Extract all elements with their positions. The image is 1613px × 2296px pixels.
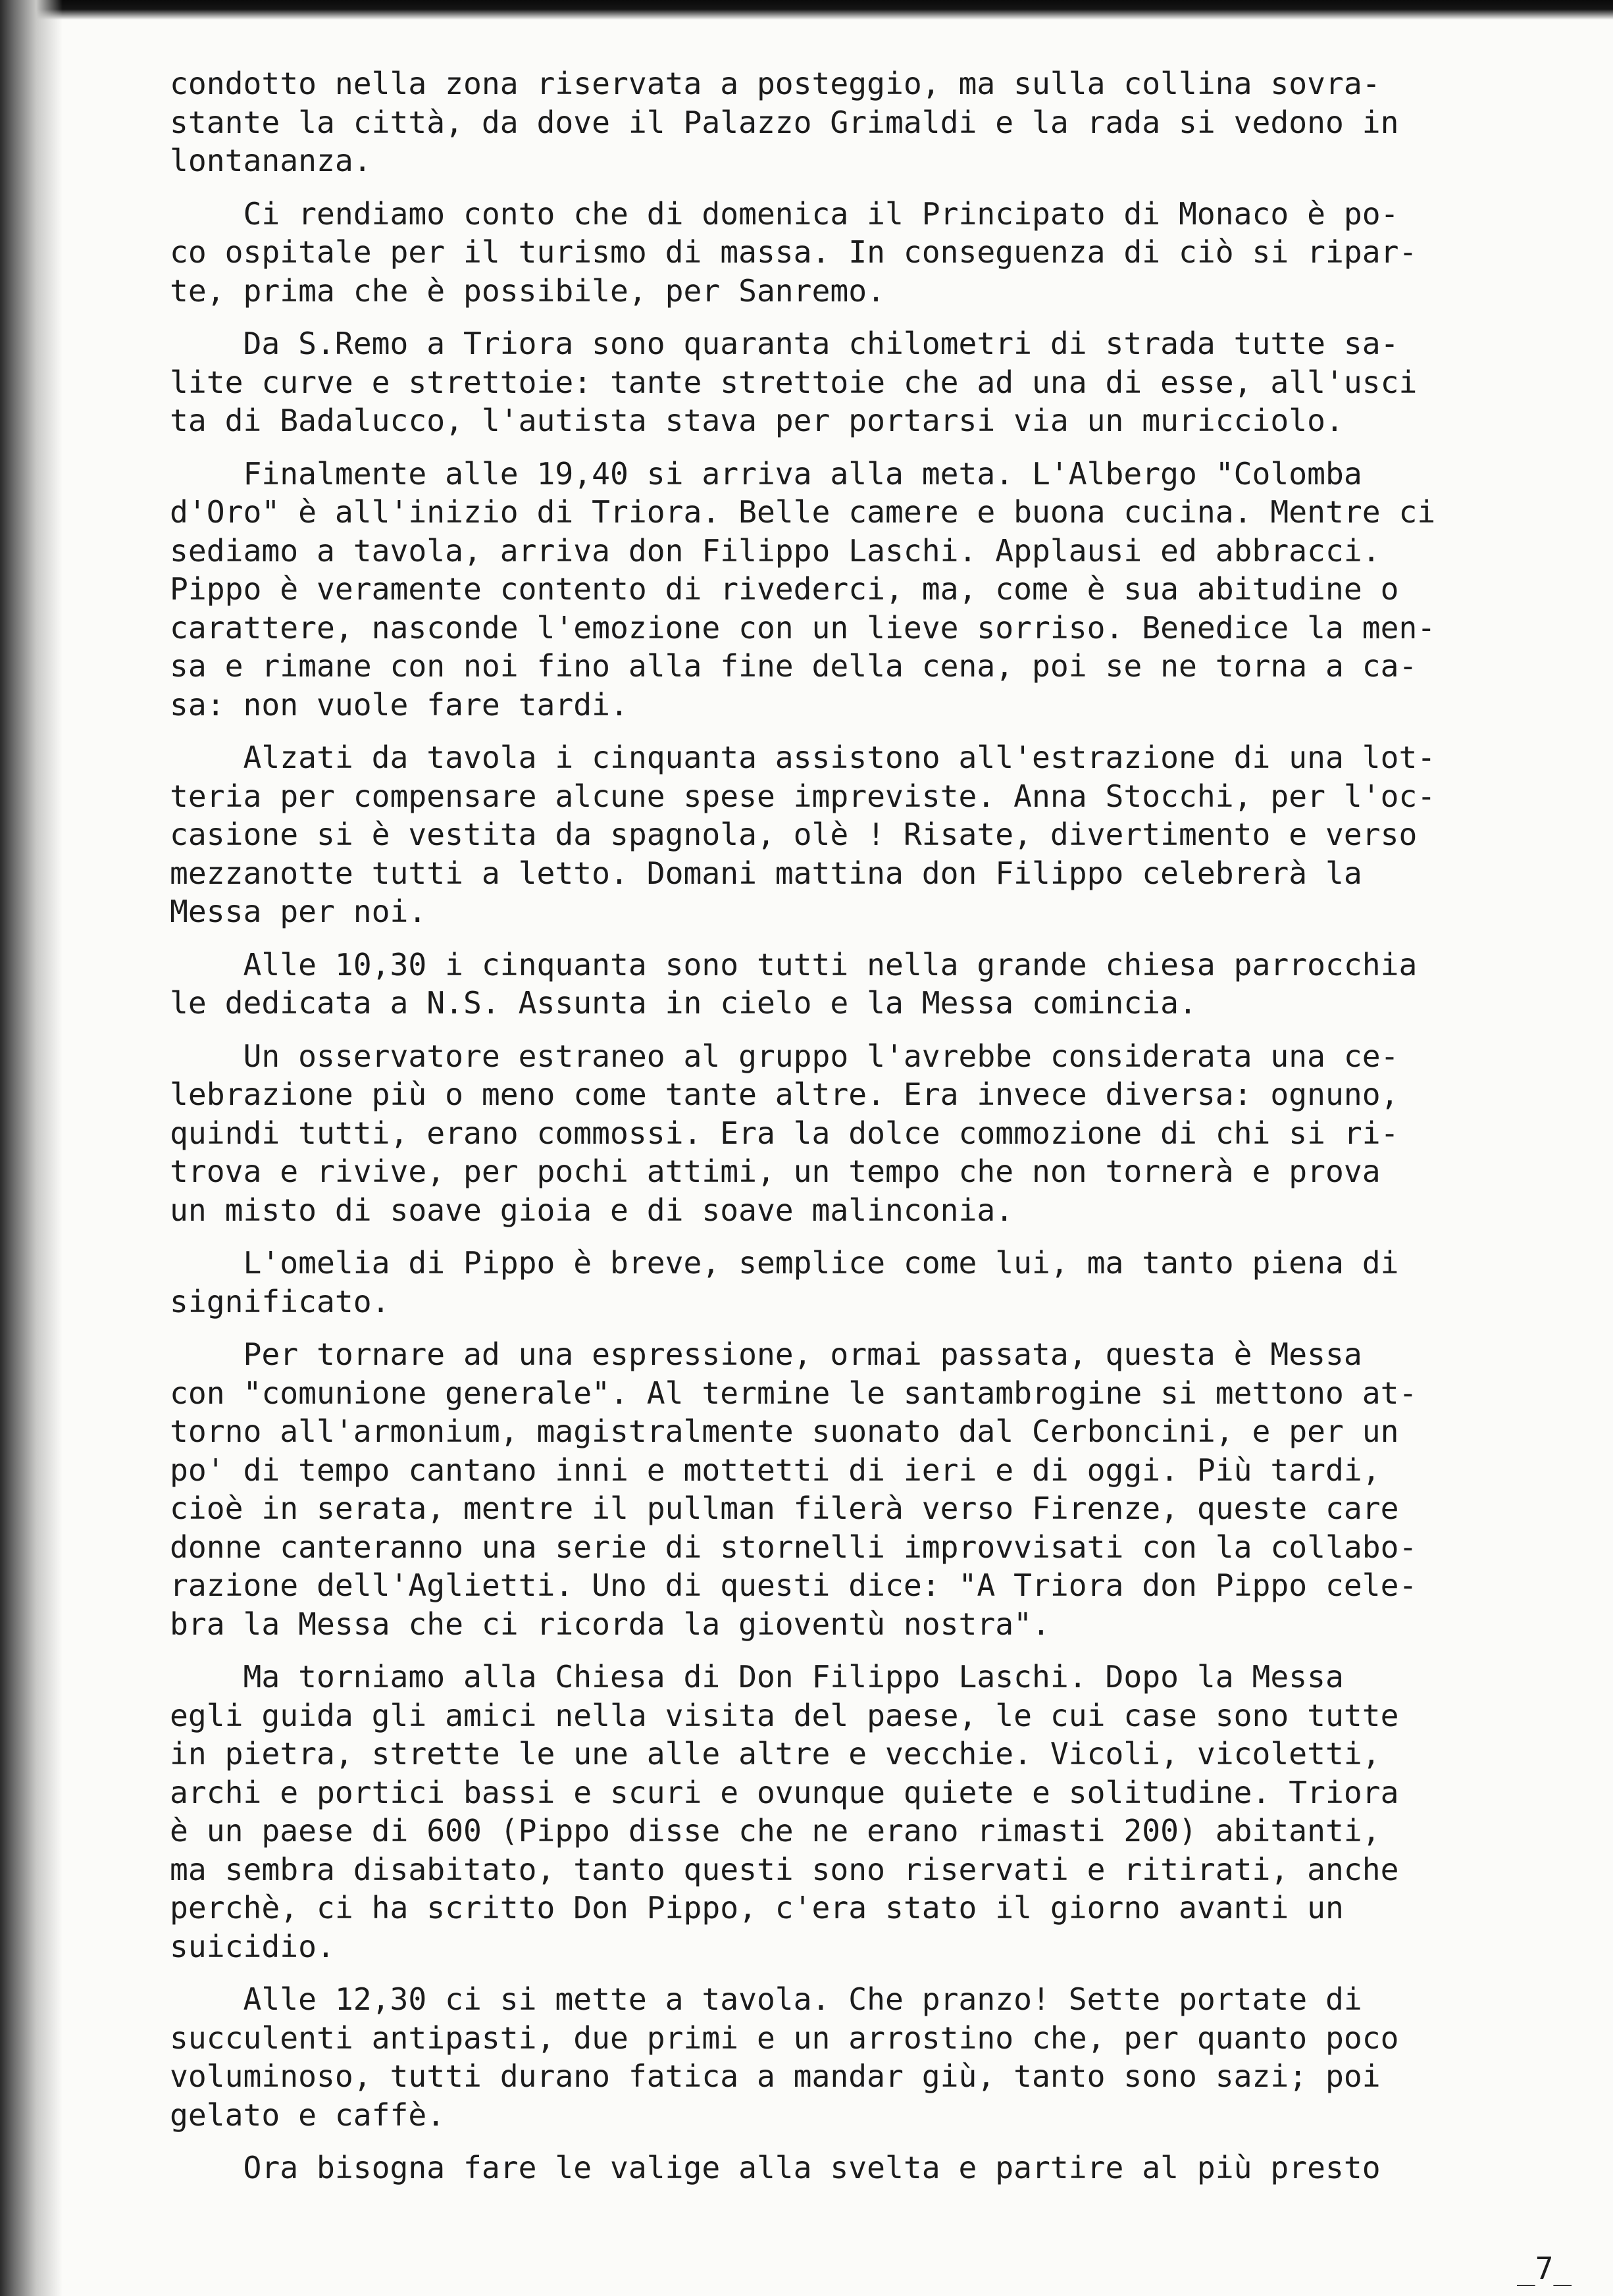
text-line: succulenti antipasti, due primi e un arrostino che, per quanto poco	[170, 2020, 1399, 2056]
text-line: d'Oro" è all'inizio di Triora. Belle camere e buona cucina. Mentre ci	[170, 494, 1436, 530]
text-line: Ora bisogna fare le valige alla svelta e partire al più presto	[170, 2150, 1381, 2185]
text-line: co ospitale per il turismo di massa. In conseguenza di ciò si ripar-	[170, 234, 1418, 270]
paragraph	[170, 64, 1539, 180]
paragraph-gap	[170, 1321, 1539, 1335]
text-line: ta di Badalucco, l'autista stava per portarsi via un muricciolo.	[170, 403, 1344, 438]
paragraph	[170, 1037, 1539, 1230]
paragraph	[170, 2149, 1539, 2187]
text-line: condotto nella zona riservata a posteggio, ma sulla collina sovra-	[170, 66, 1381, 101]
paragraph-gap	[170, 1023, 1539, 1037]
text-line: le dedicata a N.S. Assunta in cielo e la Messa comincia.	[170, 985, 1197, 1021]
text-line: con "comunione generale". Al termine le santambrogine si mettono at-	[170, 1375, 1418, 1411]
text-line: bra la Messa che ci ricorda la gioventù nostra".	[170, 1606, 1050, 1642]
text-line: suicidio.	[170, 1928, 335, 1964]
paragraph	[170, 455, 1539, 725]
text-line: Messa per noi.	[170, 894, 427, 929]
text-line: teria per compensare alcune spese impreviste. Anna Stocchi, per l'oc-	[170, 778, 1436, 814]
text-line: cioè in serata, mentre il pullman filerà verso Firenze, queste care	[170, 1491, 1399, 1526]
page-left-edge	[0, 0, 63, 2296]
text-line: Da S.Remo a Triora sono quaranta chilometri di strada tutte sa-	[170, 326, 1399, 361]
typewritten-text	[170, 64, 1539, 2187]
paragraph-gap	[170, 440, 1539, 455]
text-line: lite curve e strettoie: tante strettoie che ad una di esse, all'usci	[170, 364, 1418, 400]
paragraph	[170, 1335, 1539, 1643]
paragraph	[170, 324, 1539, 440]
text-line: in pietra, strette le une alle altre e vecchie. Vicoli, vicoletti,	[170, 1736, 1381, 1772]
text-line: donne canteranno una serie di stornelli improvvisati con la collabo-	[170, 1529, 1418, 1565]
text-line: Finalmente alle 19,40 si arriva alla meta. L'Albergo "Colomba	[170, 455, 1362, 492]
text-line: mezzanotte tutti a letto. Domani mattina don Filippo celebrerà la	[170, 855, 1362, 891]
text-line: sa e rimane con noi fino alla fine della cena, poi se ne torna a ca-	[170, 648, 1418, 684]
text-line: Alle 10,30 i cinquanta sono tutti nella grande chiesa parrocchia	[170, 946, 1418, 982]
text-line: carattere, nasconde l'emozione con un lieve sorriso. Benedice la men-	[170, 609, 1436, 646]
text-line: significato.	[170, 1283, 390, 1319]
page-top-edge	[0, 0, 1613, 20]
text-line: sa: non vuole fare tardi.	[170, 686, 628, 723]
text-line: sediamo a tavola, arriva don Filippo Laschi. Applausi ed abbracci.	[170, 532, 1381, 569]
text-line: Un osservatore estraneo al gruppo l'avrebbe considerata una ce-	[170, 1038, 1399, 1074]
text-line: Pippo è veramente contento di rivederci, ma, come è sua abitudine o	[170, 571, 1399, 607]
paragraph	[170, 738, 1539, 931]
paragraph-gap	[170, 1229, 1539, 1244]
paragraph-gap	[170, 1643, 1539, 1658]
text-line: egli guida gli amici nella visita del paese, le cui case sono tutte	[170, 1697, 1399, 1733]
text-line: lebrazione più o meno come tante altre. Era invece diversa: ognuno,	[170, 1077, 1399, 1112]
text-line: gelato e caffè.	[170, 2097, 446, 2133]
text-line: stante la città, da dove il Palazzo Grimaldi e la rada si vedono in	[170, 104, 1399, 140]
paragraph	[170, 195, 1539, 311]
text-line: razione dell'Aglietti. Uno di questi dice: "A Triora don Pippo cele-	[170, 1568, 1418, 1603]
text-line: Ma torniamo alla Chiesa di Don Filippo Laschi. Dopo la Messa	[170, 1659, 1344, 1695]
text-line: quindi tutti, erano commossi. Era la dolce commozione di chi si ri-	[170, 1115, 1399, 1151]
text-line: è un paese di 600 (Pippo disse che ne erano rimasti 200) abitanti,	[170, 1813, 1381, 1849]
paragraph	[170, 1244, 1539, 1321]
text-line: casione si è vestita da spagnola, olè ! Risate, divertimento e verso	[170, 817, 1418, 852]
text-line: un misto di soave gioia e di soave malinconia.	[170, 1192, 1014, 1228]
text-line: te, prima che è possibile, per Sanremo.	[170, 272, 886, 309]
paragraph	[170, 946, 1539, 1023]
text-line: perchè, ci ha scritto Don Pippo, c'era stato il giorno avanti un	[170, 1890, 1344, 1926]
text-line: Per tornare ad una espressione, ormai passata, questa è Messa	[170, 1337, 1362, 1372]
paragraph-gap	[170, 2134, 1539, 2149]
paragraph	[170, 1980, 1539, 2134]
paragraph	[170, 1658, 1539, 1966]
text-line: Alzati da tavola i cinquanta assistono all'estrazione di una lot-	[170, 740, 1436, 775]
paragraph-gap	[170, 180, 1539, 195]
text-line: archi e portici bassi e scuri e ovunque quiete e solitudine. Triora	[170, 1774, 1399, 1810]
page-number: _7_	[1517, 2251, 1572, 2286]
text-line: trova e rivive, per pochi attimi, un tempo che non tornerà e prova	[170, 1154, 1381, 1189]
text-line: voluminoso, tutti durano fatica a mandar giù, tanto sono sazi; poi	[170, 2058, 1381, 2094]
text-line: lontananza.	[170, 143, 372, 178]
text-line: Ci rendiamo conto che di domenica il Principato di Monaco è po-	[170, 195, 1399, 232]
text-line: L'omelia di Pippo è breve, semplice come lui, ma tanto piena di	[170, 1245, 1399, 1281]
text-line: torno all'armonium, magistralmente suonato dal Cerboncini, e per un	[170, 1414, 1399, 1449]
text-line: po' di tempo cantano inni e mottetti di ieri e di oggi. Più tardi,	[170, 1452, 1381, 1488]
text-line: ma sembra disabitato, tanto questi sono riservati e ritirati, anche	[170, 1851, 1399, 1887]
paragraph-gap	[170, 1966, 1539, 1980]
paragraph-gap	[170, 931, 1539, 946]
paragraph-gap	[170, 724, 1539, 738]
paragraph-gap	[170, 310, 1539, 324]
text-line: Alle 12,30 ci si mette a tavola. Che pranzo! Sette portate di	[170, 1981, 1362, 2017]
